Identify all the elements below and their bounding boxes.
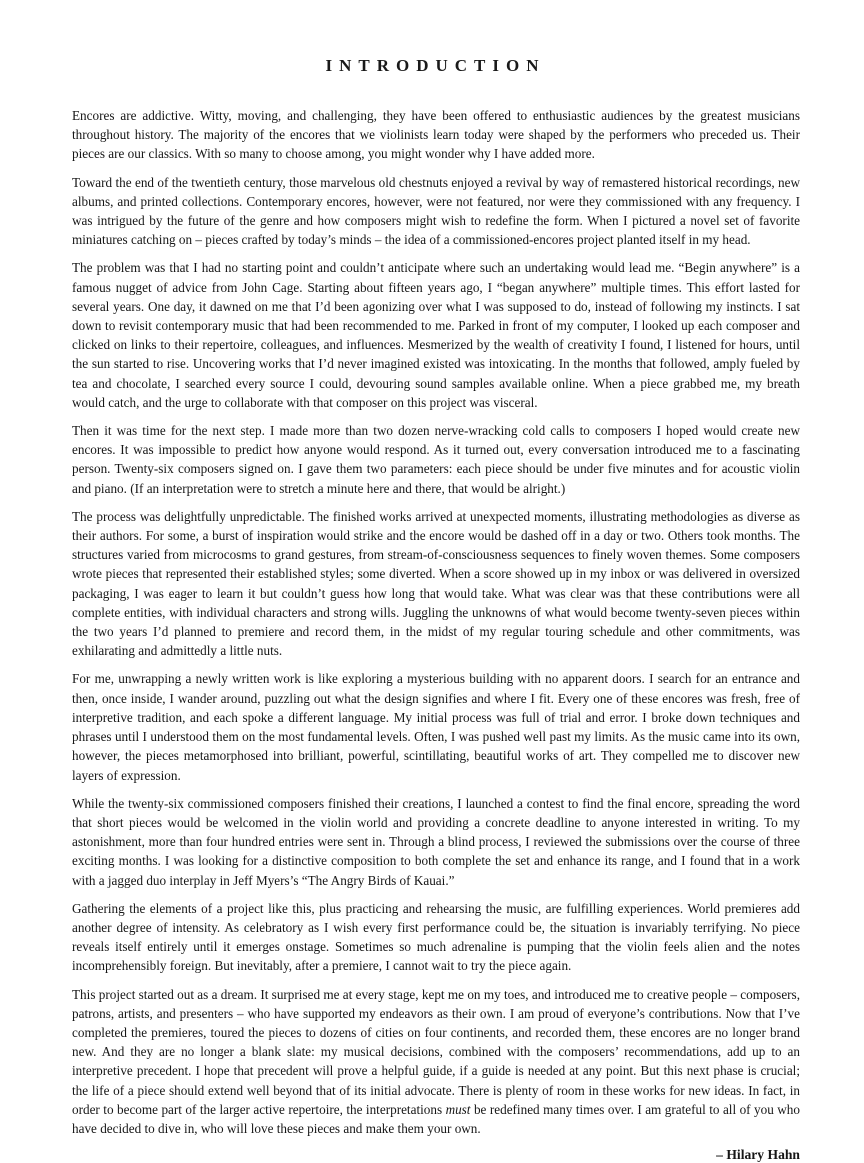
paragraph-final (72, 985, 800, 1139)
paragraph: The problem was that I had no starting point and couldn’t anticipate where such an undertaking would lead me. “Begin anywhere” is a famous nugget of advice from John Cage. Starting about fifteen years ago, I “began anywhere” multiple times. This effort lasted for several years. One day, it dawned on me that I’d been agonizing over what I was supposed to do, instead of following my instincts. I sat down to revisit contemporary music that had been recommended to me. Parked in front of my computer, I looked up each composer and clicked on links to their repertoire, colleagues, and influences. Mesmerized by the wealth of creativity I found, I listened for hours, until the sun started to rise. Uncovering works that I’d never imagined existed was intoxicating. In the months that followed, amply fueled by tea and chocolate, I searched every source I could, devouring sound samples available online. When a piece grabbed me, my breath would catch, and the urge to collaborate with that composer on this project was visceral. (72, 260, 800, 410)
page-title: INTRODUCTION (325, 56, 546, 75)
italic-word: must (445, 1101, 471, 1117)
paragraph: Then it was time for the next step. I made more than two dozen nerve-wracking cold calls to composers I hoped would create new encores. It was impossible to predict how anyone would respond. As it turned out, every conversation introduced me to a fascinating person. Twenty-six composers signed on. I gave them two parameters: each piece should be under five minutes and for acoustic violin and piano. (If an interpretation were to stretch a minute here and there, that would be alright.) (72, 423, 800, 496)
author-signature: – Hilary Hahn (716, 1147, 800, 1163)
body-text (72, 106, 800, 1138)
paragraph: The process was delightfully unpredictable. The finished works arrived at unexpected moments, illustrating methodologies as diverse as their authors. For some, a burst of inspiration would strike and the encore would be dashed off in a day or two. Others took months. The structures varied from microcosms to grand gestures, from stream-of-consciousness sequences to finely woven themes. Some composers wrote pieces that represented their established styles; some diverted. When a score showed up in my inbox or was delivered in oversized packaging, I was eager to learn it but couldn’t guess how long that would take. What was clear was that these contributions were all complete entities, with individual characters and strong wills. Juggling the unknowns of what would become twenty-seven pieces within the two years I’d planned to premiere and record them, in the midst of my regular touring schedule and other commitments, was exhilarating and admittedly a little nuts. (72, 508, 800, 659)
paragraph: Gathering the elements of a project like this, plus practicing and rehearsing the music, are fulfilling experiences. World premieres add another degree of intensity. As celebratory as I wish every first performance could be, the situation is invariably terrifying. No piece reveals itself entirely until it emerges onstage. Sometimes so much adrenaline is pumping that the violin feels alien and the notes incomprehensibly foreign. But inevitably, after a premiere, I cannot wait to try the piece again. (72, 900, 800, 974)
paragraph: Encores are addictive. Witty, moving, and challenging, they have been offered to enthusiastic audiences by the greatest musicians throughout history. The majority of the encores that we violinists learn today were shaped by the performers who preceded us. Their pieces are our classics. With so many to choose among, you might wonder why I have added more. (72, 108, 800, 162)
paragraph-final-text: This project started out as a dream. It surprised me at every stage, kept me on my toes, and introduced me to creative people – composers, patrons, artists, and presenters – who have supported my endeavors as their own. I am proud of everyone’s contributions. Now that I’ve completed the premieres, toured the pieces to dozens of cities on four continents, and recorded them, these encores are no longer brand new. And they are no longer a blank slate: my musical decisions, combined with the composers’ recommendations, add up to an interpretive precedent. I hope that precedent will prove a helpful guide, if a guide is needed at any point. But this next phase is crucial; the life of a piece should extend well beyond that of its initial advocate. There is plenty of room in these works for new ideas. In fact, in order to become part of the larger active repertoire, the interpretations (72, 986, 800, 1117)
paragraph-final-text: be redefined many times over. I am grateful to all of you who have decided to dive in, who will love these pieces and make them your own. (72, 1101, 800, 1136)
paragraph: While the twenty-six commissioned composers finished their creations, I launched a contest to find the final encore, spreading the word that short pieces would be welcomed in the violin world and providing a concrete deadline to anyone interested in writing. To my astonishment, more than four hundred entries were sent in. Through a blind process, I reviewed the submissions over the course of three exciting months. I was looking for a distinctive composition to both complete the set and enhance its range, and I found that in a work with a jagged duo interplay in Jeff Myers’s “The Angry Birds of Kauai.” (72, 795, 800, 888)
paragraph: For me, unwrapping a newly written work is like exploring a mysterious building with no apparent doors. I search for an entrance and then, once inside, I wander around, puzzling out what the design signifies and where I fit. Every one of these encores was fresh, free of interpretive tradition, and each spoke a different language. My initial process was full of trial and error. I broke down techniques and phrases until I understood them on the most fundamental levels. Often, I was pushed well past my limits. As the music came into its own, however, the pieces metamorphosed into brilliant, powerful, scintillating, beautiful works of art. They compelled me to discover new layers of expression. (72, 671, 800, 783)
paragraph: Toward the end of the twentieth century, those marvelous old chestnuts enjoyed a revival by way of remastered historical recordings, new albums, and printed collections. Contemporary encores, however, were not featured, nor were they commissioned with any frequency. I was intrigued by the future of the genre and how composers might wish to redefine the form. When I pictured a novel set of favorite miniatures catching on – pieces crafted by today’s minds – the idea of a commissioned-encores project planted itself in my head. (72, 174, 800, 248)
